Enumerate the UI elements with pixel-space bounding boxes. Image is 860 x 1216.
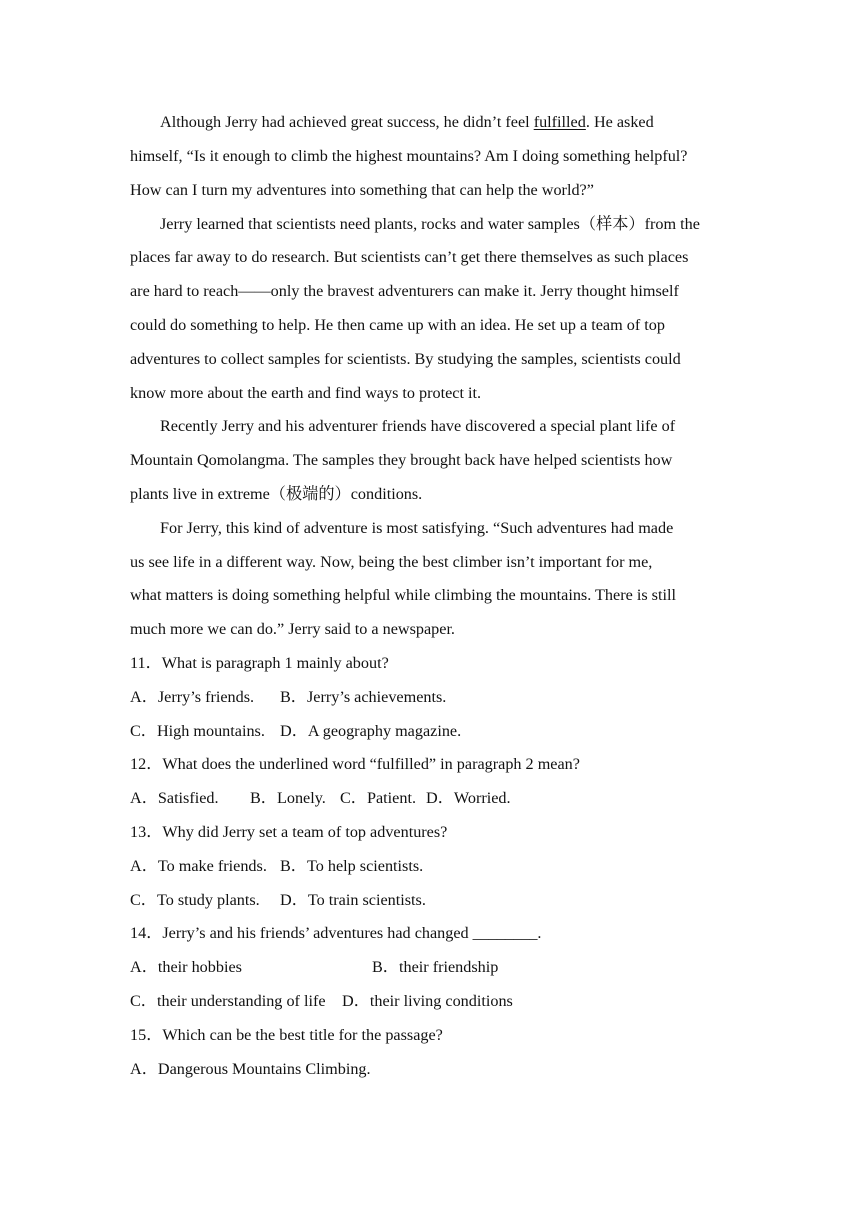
question-13-options-row2 — [130, 890, 730, 910]
passage-p2-line6: know more about the earth and find ways to protect it. — [130, 384, 482, 402]
question-11-options-row1 — [130, 687, 730, 707]
question-11-options-row2 — [130, 721, 730, 741]
passage-p1-line1 — [160, 112, 654, 132]
passage-text: Although Jerry had achieved great success, he didn’t feel — [160, 113, 534, 131]
passage-text: . He asked — [585, 113, 654, 131]
passage-p4-line2: us see life in a different way. Now, being the best climber isn’t important for me, — [130, 553, 653, 571]
question-14-option-c: C．their understanding of life — [130, 992, 326, 1010]
passage-p4-line1: For Jerry, this kind of adventure is most satisfying. “Such adventures had made — [160, 519, 674, 537]
question-11-option-a: A．Jerry’s friends. — [130, 688, 255, 706]
question-12-stem: 12．What does the underlined word “fulfilled” in paragraph 2 mean? — [130, 755, 580, 773]
question-15-option-a: A．Dangerous Mountains Climbing. — [130, 1060, 371, 1078]
question-14-option-b: B．their friendship — [372, 958, 499, 976]
underlined-word: fulfilled — [533, 113, 586, 131]
question-14-stem: 14．Jerry’s and his friends’ adventures had changed ________. — [130, 924, 542, 942]
question-12-option-a: A．Satisfied. — [130, 789, 219, 807]
passage-p1-line3: How can I turn my adventures into something that can help the world?” — [130, 181, 594, 199]
passage-p3-line3: plants live in extreme（极端的）conditions. — [130, 485, 423, 503]
passage-p3-line2: Mountain Qomolangma. The samples they brought back have helped scientists how — [130, 451, 673, 469]
question-14-options-row2 — [130, 991, 730, 1011]
passage-p1-line2: himself, “Is it enough to climb the highest mountains? Am I doing something helpful? — [130, 147, 688, 165]
passage-p4-line3: what matters is doing something helpful while climbing the mountains. There is still — [130, 586, 676, 604]
question-15-stem: 15．Which can be the best title for the passage? — [130, 1026, 443, 1044]
question-13-options-row1 — [130, 856, 730, 876]
question-12-options-row — [130, 788, 730, 808]
passage-p2-line1: Jerry learned that scientists need plants, rocks and water samples（样本）from the — [160, 215, 700, 233]
question-13-stem: 13．Why did Jerry set a team of top adventures? — [130, 823, 448, 841]
question-11-stem: 11．What is paragraph 1 mainly about? — [130, 654, 389, 672]
passage-p2-line3: are hard to reach——only the bravest adventurers can make it. Jerry thought himself — [130, 282, 679, 300]
question-14-options-row1 — [130, 957, 730, 977]
question-12-option-d: D．Worried. — [426, 789, 511, 807]
question-13-option-a: A．To make friends. — [130, 857, 267, 875]
question-12-option-c: C．Patient. — [340, 789, 416, 807]
passage-p4-line4: much more we can do.” Jerry said to a newspaper. — [130, 620, 455, 638]
passage-p2-line2: places far away to do research. But scientists can’t get there themselves as such places — [130, 248, 689, 266]
question-11-option-b: B．Jerry’s achievements. — [280, 688, 447, 706]
passage-p3-line1: Recently Jerry and his adventurer friends have discovered a special plant life of — [160, 417, 676, 435]
question-11-option-d: D．A geography magazine. — [280, 722, 462, 740]
question-12-option-b: B．Lonely. — [250, 789, 326, 807]
question-13-option-c: C．To study plants. — [130, 891, 260, 909]
question-14-option-a: A．their hobbies — [130, 958, 242, 976]
passage-p2-line5: adventures to collect samples for scientists. By studying the samples, scientists could — [130, 350, 681, 368]
question-13-option-b: B．To help scientists. — [280, 857, 424, 875]
question-11-option-c: C．High mountains. — [130, 722, 265, 740]
question-14-option-d: D．their living conditions — [342, 992, 513, 1010]
question-13-option-d: D．To train scientists. — [280, 891, 426, 909]
passage-p2-line4: could do something to help. He then came up with an idea. He set up a team of top — [130, 316, 665, 334]
